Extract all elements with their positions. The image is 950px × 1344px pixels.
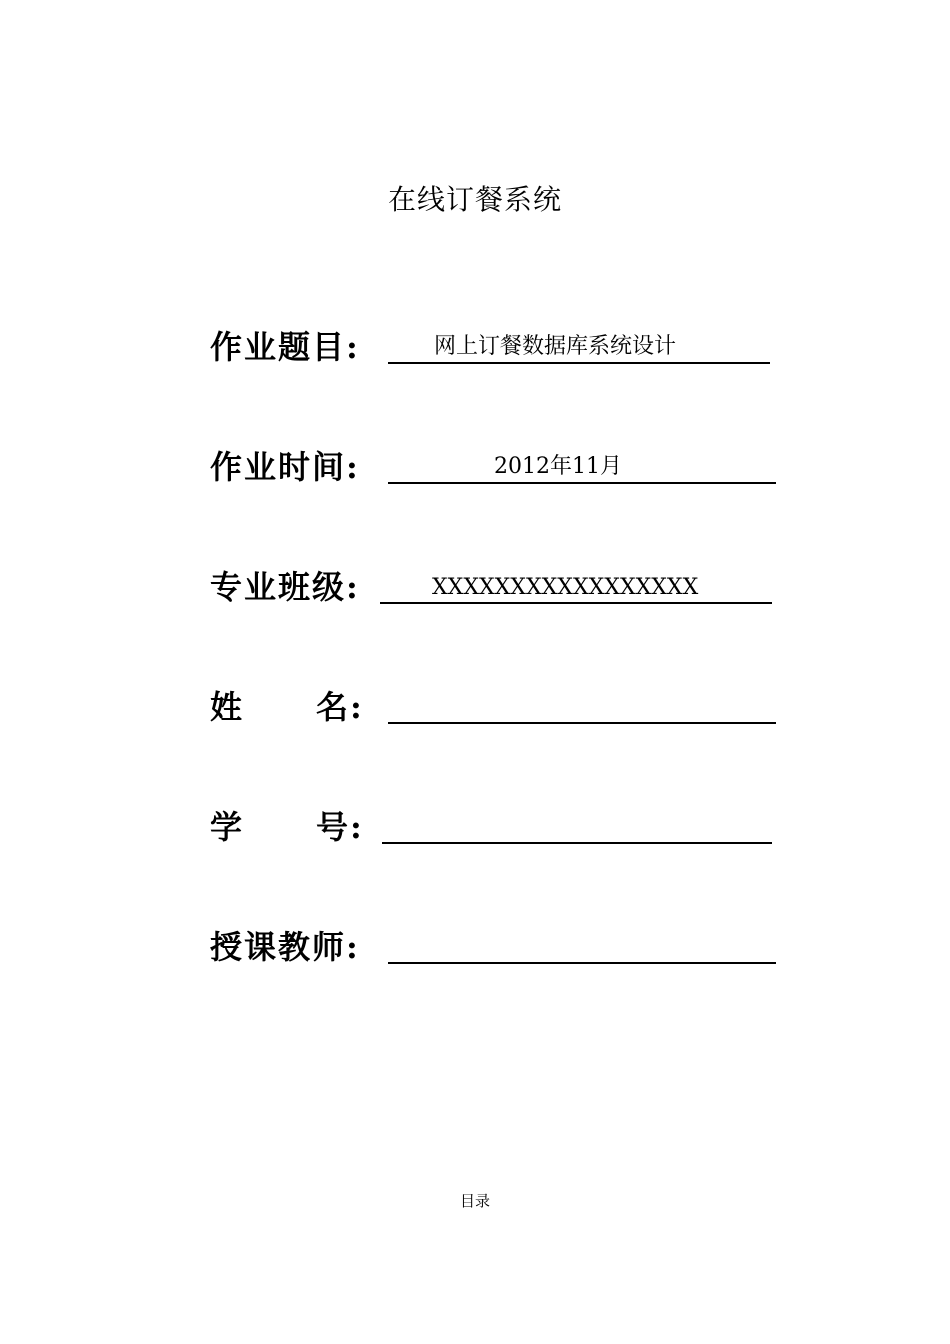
field-time-month-unit: 月 [600,454,623,479]
field-time-month: 11 [572,454,601,479]
field-time [210,442,790,490]
field-time-year-unit: 年 [550,454,573,479]
field-student-id [210,802,790,850]
page-title: 在线订餐系统 [387,183,562,216]
field-topic-label: 作业题目: [210,328,360,366]
field-name-label-char1: 姓 [210,688,245,726]
field-topic-line [388,322,770,364]
field-name [210,682,790,730]
field-major-class-line [380,562,772,604]
field-name-label [210,682,370,726]
toc-heading: 目录 [459,1192,490,1210]
field-time-value [494,449,622,480]
field-time-label: 作业时间: [210,448,360,486]
field-student-id-line [382,802,772,844]
field-student-id-label-char1: 学 [210,808,245,846]
field-topic-value: 网上订餐数据库系统设计 [434,334,677,359]
field-instructor-label: 授课教师: [210,928,360,966]
field-major-class-value: XXXXXXXXXXXXXXXXX [432,575,699,600]
field-student-id-label [210,802,370,846]
field-name-line [388,682,776,724]
field-instructor-line [388,922,776,964]
field-name-label-char2: 名: [316,688,364,726]
field-instructor [210,922,790,970]
field-student-id-label-char2: 号: [316,808,364,846]
field-time-line [388,442,776,484]
field-time-year: 2012 [494,454,550,479]
field-topic [210,322,790,370]
field-major-class-label: 专业班级: [210,568,360,606]
field-major-class [210,562,790,610]
